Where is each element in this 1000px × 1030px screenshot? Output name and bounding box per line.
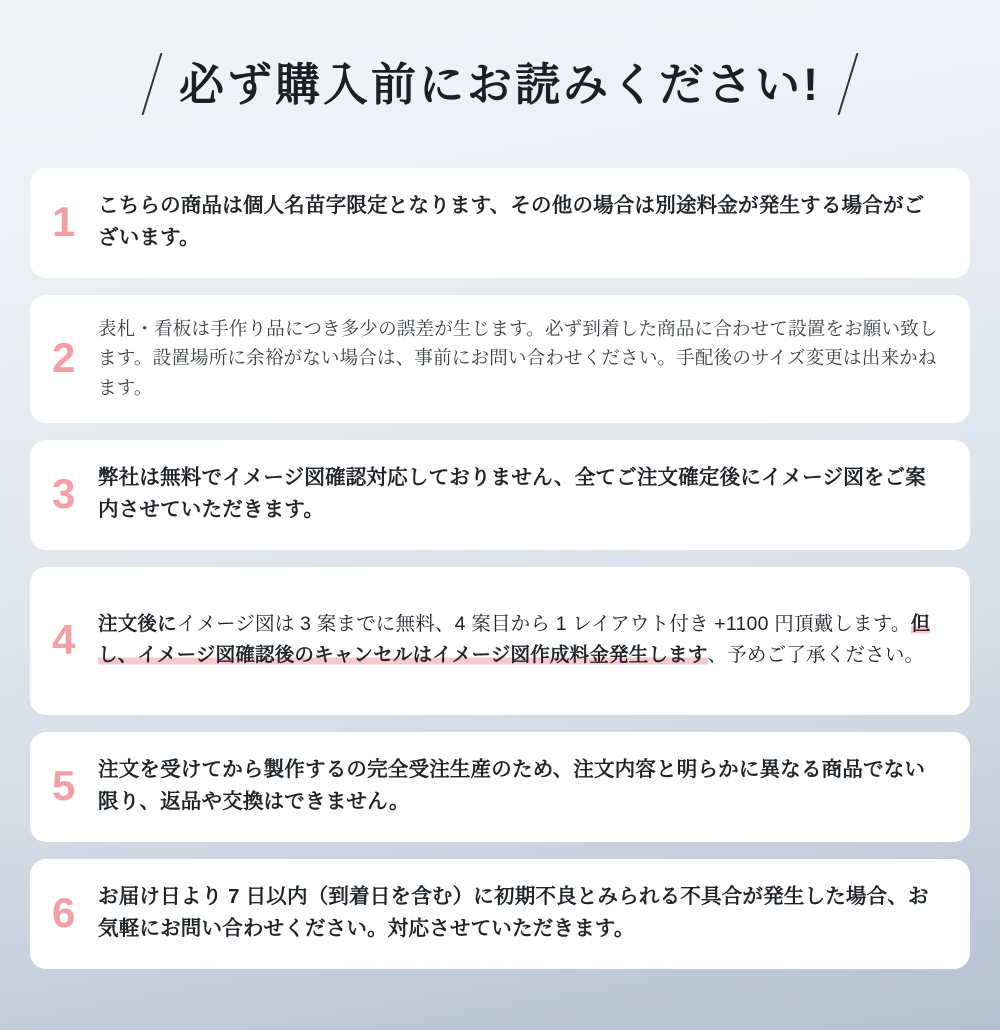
list-item-number: 3	[52, 470, 76, 517]
list-item-text	[98, 609, 944, 671]
list-item-segment-highlight: 但し、イメージ図確認後のキャンセルはイメージ図作成料金発生します	[98, 612, 931, 666]
list-item-text: お届け日より 7 日以内（到着日を含む）に初期不良とみられる不具合が発生した場合、お気軽にお問い合わせください。対応させていただきます。	[98, 885, 929, 940]
list-item-text: 弊社は無料でイメージ図確認対応しておりません、全てご注文確定後にイメージ図をご案内させていただきます。	[98, 466, 926, 521]
list-item	[30, 295, 970, 423]
notice-list	[30, 168, 970, 969]
list-item	[30, 440, 970, 550]
list-item-text: 注文を受けてから製作するの完全受注生産のため、注文内容と明らかに異なる商品でない限り、返品や交換はできません。	[98, 758, 926, 813]
list-item-segment-plain: 、予めご了承ください。	[707, 644, 925, 666]
page-header	[30, 0, 970, 168]
page-title: 必ず購入前にお読みください!	[179, 58, 821, 110]
list-item-number: 6	[52, 889, 76, 936]
list-item-number: 2	[52, 334, 76, 381]
list-item	[30, 567, 970, 715]
decorative-slash-right-icon	[838, 53, 859, 115]
list-item-number: 4	[52, 616, 76, 663]
list-item-number: 5	[52, 762, 76, 809]
list-item-segment-plain: イメージ図は 3 案までに無料、4 案目から 1 レイアウト付き +1100 円頂戴します。	[176, 612, 911, 635]
decorative-slash-left-icon	[142, 53, 163, 115]
list-item-segment-bold: 注文後に	[98, 612, 177, 635]
list-item-number: 1	[52, 198, 76, 245]
list-item	[30, 732, 970, 842]
list-item-text: 表札・看板は手作り品につき多少の誤差が生じます。必ず到着した商品に合わせて設置をお願い致します。設置場所に余裕がない場合は、事前にお問い合わせください。手配後のサイズ変更は出来かねます。	[98, 318, 938, 398]
list-item-text: こちらの商品は個人名苗字限定となります、その他の場合は別途料金が発生する場合がございます。	[98, 194, 925, 249]
header-inner	[151, 31, 849, 136]
list-item	[30, 168, 970, 278]
list-item	[30, 859, 970, 969]
